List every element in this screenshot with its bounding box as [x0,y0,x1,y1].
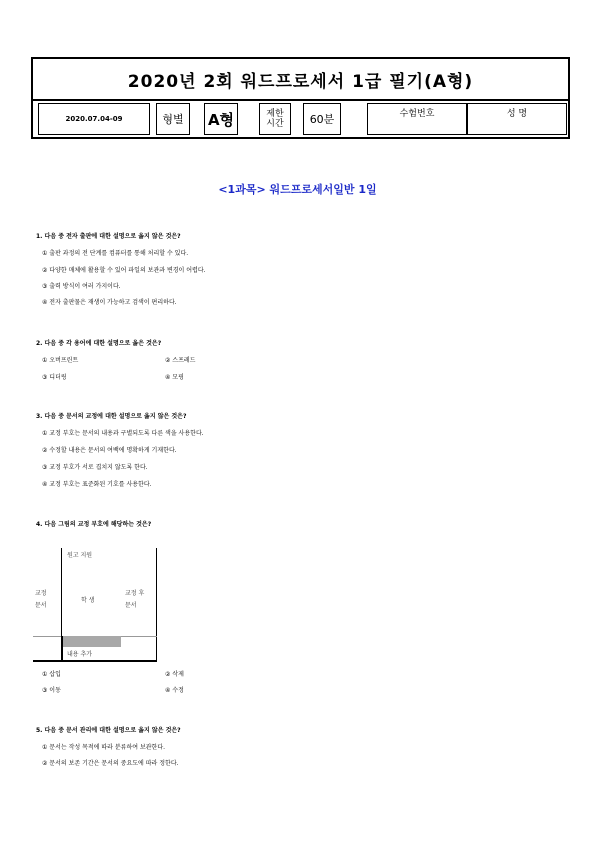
date-code: 2020.07.04-09 [38,103,150,135]
figure-bottom-vline [61,636,63,661]
type-label: 형별 [156,103,190,135]
question-1-option-1: ① 출판 과정의 전 단계를 컴퓨터를 통해 처리할 수 있다. [42,250,189,257]
figure-right-border [156,548,157,661]
question-2: 2. 다음 중 각 용어에 대한 설명으로 옳은 것은? [36,340,162,347]
question-2-option-1: ① 오버프린트 [42,357,79,364]
figure-top-label: 원고 지원 [67,552,93,559]
type-value: A형 [204,103,238,135]
exam-number-label: 수험번호 [367,103,467,135]
question-4-option-4: ④ 수정 [165,687,184,694]
question-4: 4. 다음 그림의 교정 부호에 해당하는 것은? [36,521,152,528]
question-3-option-3: ③ 교정 부호가 서로 겹치지 않도록 한다. [42,464,148,471]
question-2-option-3: ③ 디더링 [42,374,67,381]
figure-bottom-border [33,660,157,662]
name-label: 성 명 [467,103,567,135]
exam-header [31,57,570,139]
time-value: 60분 [303,103,341,135]
figure-left-label: 교정 문서 [35,590,47,609]
question-4-option-3: ③ 이동 [42,687,61,694]
question-5-option-1: ① 문서는 작성 목적에 따라 분류하여 보관한다. [42,744,166,751]
question-5-option-2: ② 문서의 보존 기간은 문서의 중요도에 따라 정한다. [42,760,179,767]
exam-info-row [33,103,568,137]
question-3: 3. 다음 중 문서의 교정에 대한 설명으로 옳지 않은 것은? [36,413,187,420]
exam-title: 2020년 2회 워드프로세서 1급 필기(A형) [33,59,568,101]
question-1-option-4: ④ 전자 출판물은 재생이 가능하고 검색이 편리하다. [42,299,177,306]
figure-bottom-label: 내용 추가 [67,651,93,658]
proofreading-figure [33,548,157,661]
question-4-option-1: ① 삽입 [42,671,61,678]
time-label: 제한 시간 [259,103,291,135]
figure-highlight-bar [62,636,121,647]
question-1-option-2: ② 다양한 매체에 활용할 수 있어 파일의 보관과 변경이 어렵다. [42,267,206,274]
question-2-option-2: ② 스프레드 [165,357,196,364]
figure-right-label: 교정 후 문서 [125,590,145,609]
question-3-option-4: ④ 교정 부호는 표준화된 기호를 사용한다. [42,481,152,488]
question-1-option-3: ③ 출력 방식이 여러 가지이다. [42,283,121,290]
question-2-option-4: ④ 모핑 [165,374,184,381]
question-4-option-2: ② 삭제 [165,671,184,678]
question-3-option-2: ② 수정할 내용은 문서의 여백에 명확하게 기재한다. [42,447,177,454]
question-3-option-1: ① 교정 부호는 문서의 내용과 구별되도록 다른 색을 사용한다. [42,430,204,437]
question-1: 1. 다음 중 전자 출판에 대한 설명으로 옳지 않은 것은? [36,233,181,240]
figure-mid-label: 학 생 [81,597,95,604]
subject-title: <1과목> 워드프로세서일반 1일 [218,183,377,196]
question-5: 5. 다음 중 문서 관리에 대한 설명으로 옳지 않은 것은? [36,727,181,734]
